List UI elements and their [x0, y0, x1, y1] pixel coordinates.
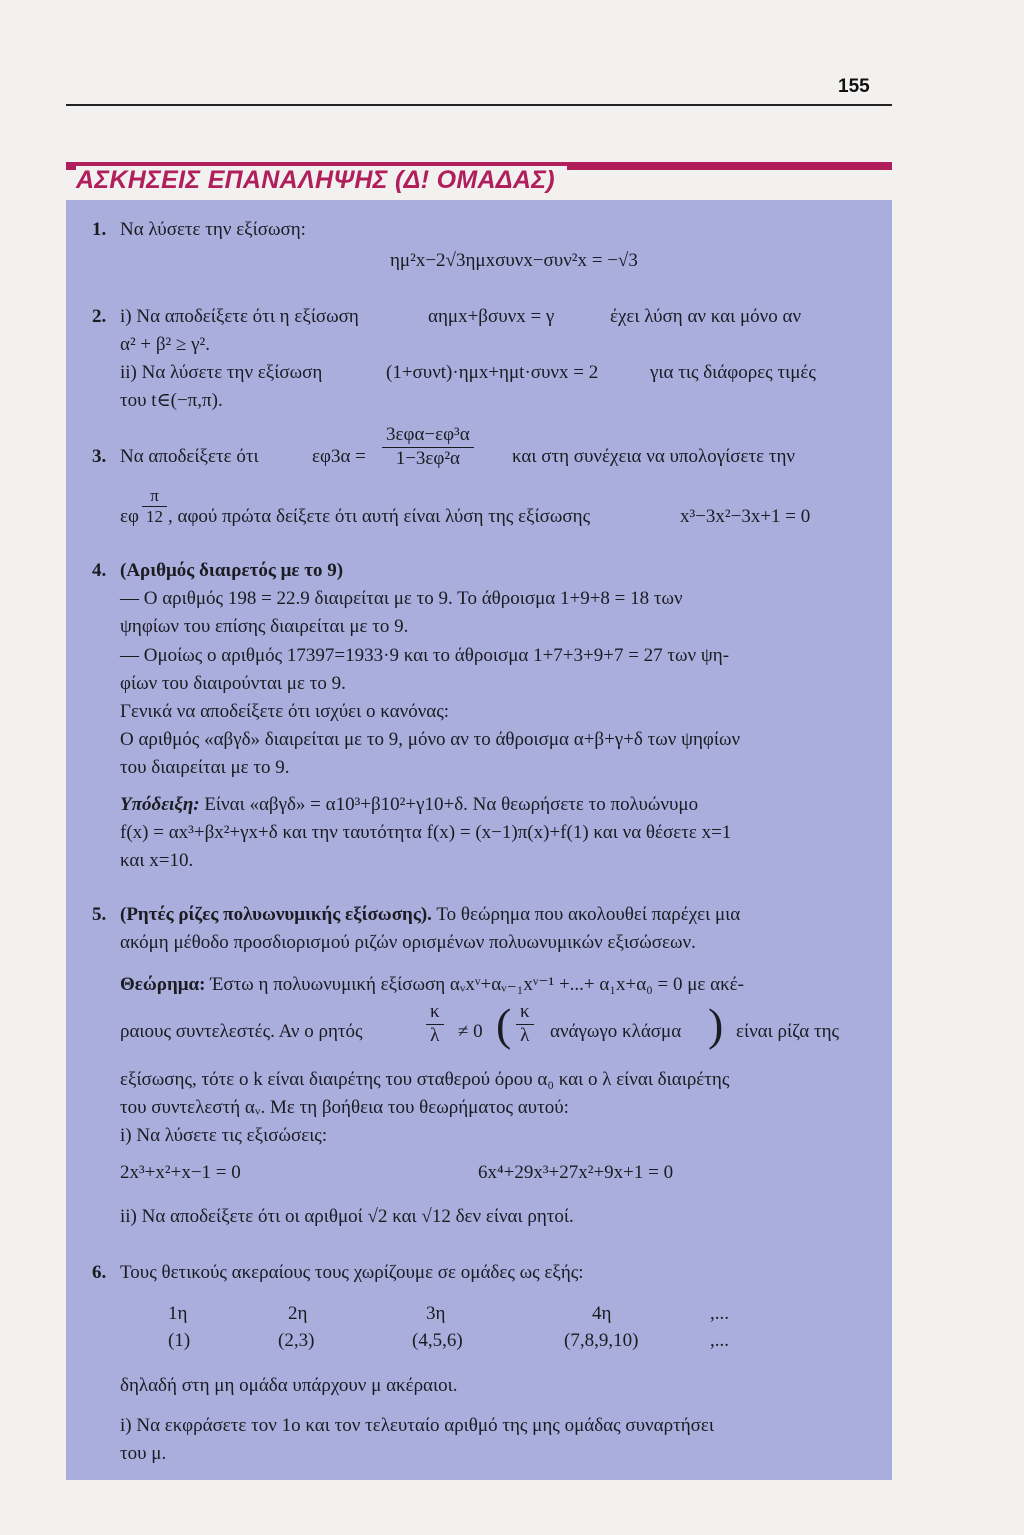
exercise-5-line1 [120, 904, 740, 927]
exercise-6-text: Τους θετικούς ακεραίους τους χωρίζουμε σε ομάδες ως εξής: [120, 1262, 584, 1283]
group-header: ,... [710, 1303, 729, 1324]
group-values: (7,8,9,10) [564, 1330, 639, 1351]
exercise-5-equation2: 6x⁴+29x³+27x²+9x+1 = 0 [478, 1162, 674, 1183]
exercise-3-pi-numerator: π [142, 486, 167, 507]
exercise-5-theorem-line [120, 974, 744, 997]
group-values: (2,3) [278, 1330, 315, 1351]
exercise-2-line4: του t∈(−π,π). [120, 390, 223, 411]
exercise-3-fraction-denominator: 1−3εφ²α [395, 447, 461, 469]
exercise-5-line5: εξίσωσης, τότε ο k είναι διαιρέτης του σταθερού όρου α₀ και ο λ είναι διαιρέτης [120, 1069, 730, 1090]
exercise-4-hint-line2: f(x) = αx³+βx²+γx+δ και την ταυτότητα f(x) = (x−1)π(x)+f(1) και να θέσετε x=1 [120, 822, 732, 843]
exercise-4-line6: Ο αριθμός «αβγδ» διαιρείται με το 9, μόνο αν το άθροισμα α+β+γ+δ των ψηφίων [120, 729, 741, 750]
irreducible-denominator: λ [520, 1024, 530, 1046]
header-rule [66, 104, 892, 106]
rational-numerator: κ [426, 1001, 444, 1025]
exercise-2-line2: α² + β² ≥ γ². [120, 334, 210, 355]
exercise-6-line4: του μ. [120, 1443, 167, 1464]
exercise-6-line2: δηλαδή στη μη ομάδα υπάρχουν μ ακέραιοι. [120, 1375, 458, 1396]
exercise-5-line1-rest: Το θεώρημα που ακολουθεί παρέχει μια [431, 904, 741, 925]
page-number: 155 [838, 76, 870, 97]
exercise-5-equation1: 2x³+x²+x−1 = 0 [120, 1162, 241, 1183]
group-header: 2η [288, 1303, 308, 1324]
exercise-2-line3a: ii) Να λύσετε την εξίσωση [120, 362, 323, 383]
exercise-5-line4a: ραιους συντελεστές. Αν ο ρητός [120, 1021, 363, 1042]
exercise-3-suffix: και στη συνέχεια να υπολογίσετε την [512, 446, 795, 467]
exercise-4-number: 4. [92, 560, 107, 581]
not-zero: ≠ 0 [458, 1021, 483, 1042]
exercise-3-pi-fraction [142, 486, 167, 528]
exercise-3-lhs: εφ3α = [312, 446, 366, 467]
exercise-5-heading: (Ρητές ρίζες πολυωνυμικής εξίσωσης). [120, 904, 432, 925]
exercise-5-line9: ii) Να αποδείξετε ότι οι αριθμοί √2 και √12 δεν είναι ρητοί. [120, 1206, 574, 1227]
exercise-3-prefix: Να αποδείξετε ότι [120, 446, 259, 467]
irreducible-numerator: κ [516, 1001, 534, 1025]
exercise-6-line3: i) Να εκφράσετε τον 1ο και τον τελευταίο αριθμό της μης ομάδας συναρτήσει [120, 1415, 714, 1436]
group-header: 3η [426, 1303, 446, 1324]
exercise-4-line1: — Ο αριθμός 198 = 22.9 διαιρείται με το 9. Το άθροισμα 1+9+8 = 18 των [120, 588, 683, 609]
exercise-1-equation: ημ²x−2√3ημxσυνx−συν²x = −√3 [390, 250, 638, 271]
left-paren: ( [496, 999, 512, 1050]
exercise-3-fraction [382, 424, 474, 471]
exercise-2-line1c: έχει λύση αν και μόνο αν [610, 306, 802, 327]
rational-denominator: λ [430, 1024, 440, 1046]
exercise-3-fraction-numerator: 3εφα−εφ³α [382, 424, 474, 448]
exercise-5-line4b: είναι ρίζα της [736, 1021, 840, 1042]
exercise-3-tan: εφ [120, 506, 139, 527]
hint-label: Υπόδειξη: [120, 794, 200, 815]
exercise-2-line3b: (1+συνt)·ημx+ημt·συνx = 2 [386, 362, 599, 383]
section-title: ΑΣΚΗΣΕΙΣ ΕΠΑΝΑΛΗΨΗΣ (Δ! ΟΜΑΔΑΣ) [76, 166, 567, 195]
group-header: 1η [168, 1303, 188, 1324]
group-header: 4η [592, 1303, 612, 1324]
exercise-2-number: 2. [92, 306, 107, 327]
exercise-5-number: 5. [92, 904, 107, 925]
exercise-4-hint-line3: και x=10. [120, 850, 194, 871]
exercise-4-line5: Γενικά να αποδείξετε ότι ισχύει ο κανόνας: [120, 701, 450, 722]
exercise-3-pi-denominator: 12 [146, 507, 163, 527]
exercise-4-line7: του διαιρείται με το 9. [120, 757, 290, 778]
exercise-4-line3: — Ομοίως ο αριθμός 17397=1933·9 και το άθροισμα 1+7+3+9+7 = 27 των ψη- [120, 645, 730, 666]
group-values: (1) [168, 1330, 191, 1351]
theorem-text: Έστω η πολυωνυμική εξίσωση αᵥxᵛ+αᵥ₋₁xᵛ⁻¹ +...+ α₁x+α₀ = 0 με ακέ- [205, 974, 744, 995]
exercise-4-line4: φίων του διαιρούνται με το 9. [120, 673, 346, 694]
exercise-6-number: 6. [92, 1262, 107, 1283]
right-paren: ) [708, 999, 724, 1050]
exercise-1-text: Να λύσετε την εξίσωση: [120, 219, 306, 240]
exercise-4-line2: ψηφίων του επίσης διαιρείται με το 9. [120, 616, 409, 637]
irreducible-label: ανάγωγο κλάσμα [550, 1021, 682, 1042]
exercise-2-line1a: i) Να αποδείξετε ότι η εξίσωση [120, 306, 359, 327]
exercise-4-heading: (Αριθμός διαιρετός με το 9) [120, 560, 344, 581]
exercise-5-line7: i) Να λύσετε τις εξισώσεις: [120, 1125, 328, 1146]
exercise-5-line6: του συντελεστή αᵥ. Με τη βοήθεια του θεωρήματος αυτού: [120, 1097, 569, 1118]
exercise-2-line3c: για τις διάφορες τιμές [650, 362, 816, 383]
rational-fraction [426, 1001, 444, 1048]
group-values: (4,5,6) [412, 1330, 463, 1351]
exercise-3-number: 3. [92, 446, 107, 467]
group-values: ,... [710, 1330, 729, 1351]
exercise-5-line2: ακόμη μέθοδο προσδιορισμού ριζών ορισμένων πολυωνυμικών εξισώσεων. [120, 932, 696, 953]
exercise-3-line2-middle: , αφού πρώτα δείξετε ότι αυτή είναι λύση της εξίσωσης [168, 506, 591, 527]
exercise-3-line2-equation: x³−3x²−3x+1 = 0 [680, 506, 811, 527]
exercise-1-number: 1. [92, 219, 107, 240]
hint-text: Είναι «αβγδ» = α10³+β10²+γ10+δ. Να θεωρήσετε το πολυώνυμο [199, 794, 699, 815]
irreducible-fraction [516, 1001, 534, 1048]
exercise-2-line1b: αημx+βσυνx = γ [428, 306, 555, 327]
exercise-4-hint-line1 [120, 794, 698, 817]
theorem-label: Θεώρημα: [120, 974, 206, 995]
